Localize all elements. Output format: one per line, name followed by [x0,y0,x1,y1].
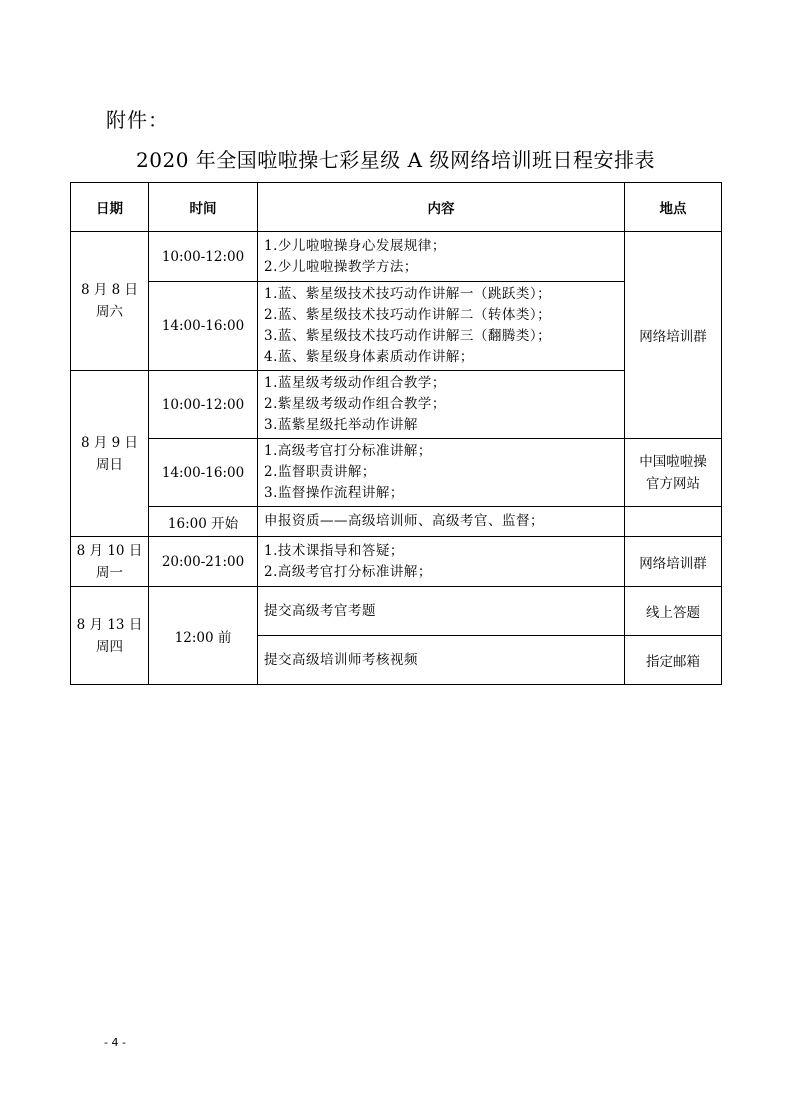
table-row [71,232,722,282]
time-cell: 10:00-12:00 [149,371,258,439]
attachment-label: 附件： [106,108,169,132]
table-row [71,371,722,439]
time-cell: 16:00 开始 [149,507,258,537]
content-line: 2.少儿啦啦操教学方法； [264,258,418,275]
table-row [71,282,722,371]
time-cell: 12:00 前 [149,587,258,685]
content-line: 1.蓝星级考级动作组合教学； [264,375,446,391]
content-line: 3.监督操作流程讲解； [264,485,404,501]
schedule-table [70,182,722,685]
content-line: 1.少儿啦啦操身心发展规律； [264,237,446,254]
content-line: 2.紫星级考级动作组合教学； [264,396,446,412]
location-line: 中国啦啦操 [639,453,707,470]
content-cell [258,371,625,439]
location-cell: 指定邮箱 [625,636,722,685]
content-line: 1.高级考官打分标准讲解； [264,443,432,459]
content-cell [258,282,625,371]
header-location: 地点 [625,183,722,232]
content-line: 提交高级培训师考核视频 [264,651,418,668]
date-text: 8 月 13 日 [76,616,143,633]
location-cell-empty [625,507,722,537]
time-cell: 10:00-12:00 [149,232,258,282]
content-cell [258,636,625,685]
table-row [71,587,722,636]
table-row [71,439,722,507]
content-line: 1.蓝、紫星级技术技巧动作讲解一（跳跃类）； [264,286,552,302]
content-cell [258,439,625,507]
content-line: 4.蓝、紫星级身体素质动作讲解； [264,349,474,365]
content-line: 申报资质——高级培训师、高级考官、监督； [264,513,544,529]
header-date: 日期 [71,183,149,232]
date-cell [71,371,149,537]
time-cell: 20:00-21:00 [149,537,258,587]
time-cell: 14:00-16:00 [149,439,258,507]
location-cell [625,439,722,507]
page-number: - 4 - [104,1036,126,1049]
weekday-text: 周日 [96,456,123,473]
location-line: 官方网站 [646,475,700,492]
content-line: 3.蓝、紫星级技术技巧动作讲解三（翻腾类）； [264,328,552,344]
location-cell: 网络培训群 [625,537,722,587]
content-cell [258,507,625,537]
weekday-text: 周四 [96,638,123,655]
content-cell [258,537,625,587]
header-content: 内容 [258,183,625,232]
date-text: 8 月 8 日 [80,282,139,298]
weekday-text: 周六 [96,304,123,320]
date-text: 8 月 9 日 [80,434,139,451]
content-line: 2.监督职责讲解； [264,464,376,480]
date-cell [71,537,149,587]
time-cell: 14:00-16:00 [149,282,258,371]
content-line: 2.高级考官打分标准讲解； [264,563,432,580]
page-title: 2020 年全国啦啦操七彩星级 A 级网络培训班日程安排表 [136,148,655,172]
table-header-row [71,183,722,232]
weekday-text: 周一 [96,564,123,581]
header-time: 时间 [149,183,258,232]
content-line: 提交高级考官考题 [264,602,376,619]
date-cell [71,587,149,685]
table-row [71,537,722,587]
content-line: 1.技术课指导和答疑； [264,542,404,559]
content-cell [258,232,625,282]
location-cell: 线上答题 [625,587,722,636]
date-cell [71,232,149,371]
location-cell: 网络培训群 [625,232,722,439]
content-line: 3.蓝紫星级托举动作讲解 [264,417,418,433]
content-cell [258,587,625,636]
content-line: 2.蓝、紫星级技术技巧动作讲解二（转体类）； [264,307,552,323]
table-row [71,507,722,537]
date-text: 8 月 10 日 [76,542,143,559]
